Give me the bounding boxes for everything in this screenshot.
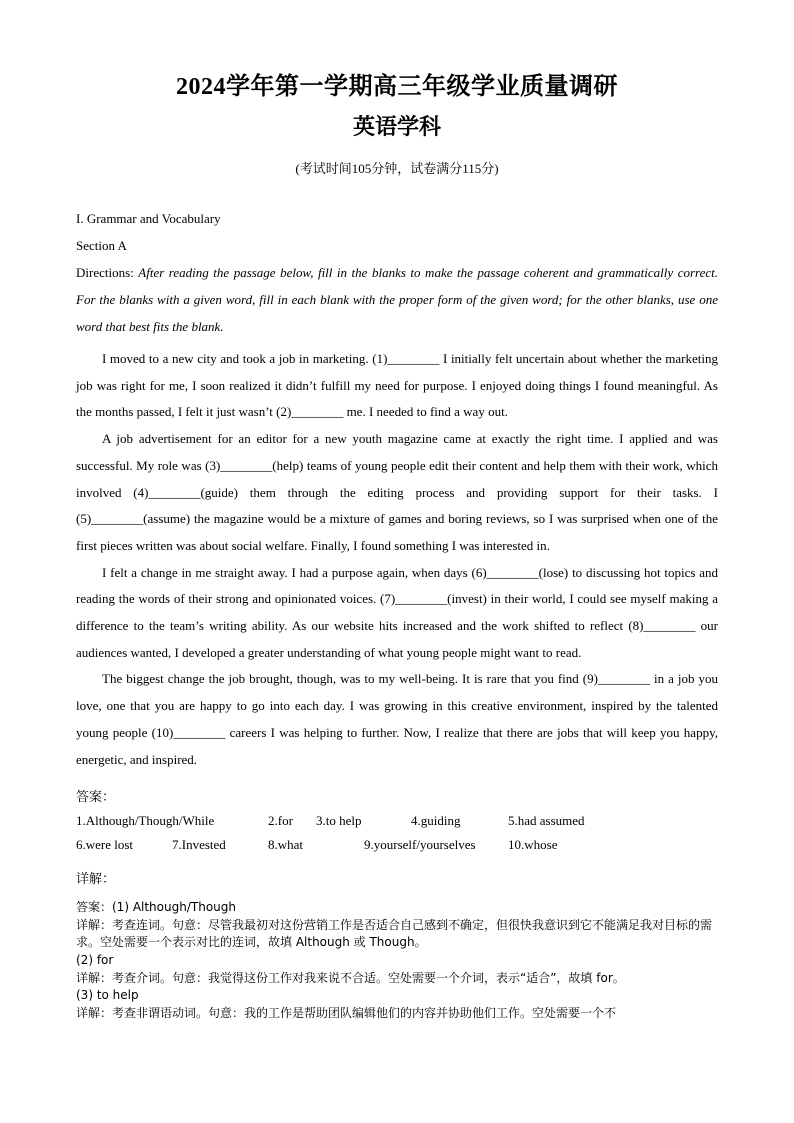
- passage-paragraph-2: A job advertisement for an editor for a new youth magazine came at exactly the right time. I applied and was successful. My role was (3)________(help) teams of young people edit their content and help them with their work, which involved (4)________(guide) them through the editing process and providing support for their tasks. I (5)________(assume) the magazine would be a mixture of games and boring reviews, so I was surprised when one of the first pieces written was about social welfare. Finally, I found something I was interested in.: [76, 431, 718, 553]
- passage-paragraph-3: I felt a change in me straight away. I had a purpose again, when days (6)________(lose) to discussing hot topics and reading the words of their strong and opinionated voices. (7)________(invest) in their world, I could see myself making a difference to the team’s writing ability. As our website hits increased and the work shifted to reflect (8)________ our audiences wanted, I developed a greater understanding of what young people might want to read.: [76, 564, 718, 660]
- answers-label: 答案：: [76, 789, 116, 805]
- explanation-line: 详解：考查连词。句意：尽管我最初对这份营销工作是否适合自己感到不确定，但很快我意识到它不能满足我对目标的需求。空处需要一个表示对比的连词，故填 Although 或 Though。: [76, 917, 713, 950]
- answer-2: 2.for: [268, 813, 293, 829]
- answer-1: 1.Although/Though/While: [76, 813, 215, 829]
- part-heading: I. Grammar and Vocabulary: [76, 211, 221, 226]
- answer-4: 4.guiding: [411, 813, 461, 829]
- details-label: 详解：: [76, 871, 116, 887]
- answer-10: 10.whose: [508, 837, 558, 853]
- subject-title: 英语学科: [352, 114, 441, 139]
- answer-8: 8.what: [268, 837, 304, 853]
- section-heading: Section A: [76, 238, 127, 253]
- explanation-line: 详解：考查非谓语动词。句意：我的工作是帮助团队编辑他们的内容并协助他们工作。空处需要一个不: [76, 1005, 617, 1020]
- passage-paragraph-4: The biggest change the job brought, though, was to my well-being. It is rare that you find (9)________ in a job you love, one that you are happy to go into each day. I was growing in this creative environment, inspired by the talented young people (10)________ careers I was helping to further. Now, I realize that there are jobs that will keep you happy, energetic, and inspired.: [76, 671, 718, 767]
- answers-row-1: [76, 809, 718, 833]
- explanation-line: 答案：(1) Although/Though: [76, 900, 236, 915]
- explanations: [76, 899, 718, 1022]
- explanation-line: (3) to help: [76, 988, 139, 1003]
- directions-label: Directions:: [76, 265, 139, 280]
- explanation-line: 详解：考查介词。句意：我觉得这份工作对我来说不合适。空处需要一个介词，表示“适合”，故填 for。: [76, 970, 625, 985]
- directions-text: After reading the passage below, fill in the blanks to make the passage coherent and grammatically correct. For the blanks with a given word, fill in each blank with the proper form of the given word; for the other blanks, use one word that best fits the blank.: [76, 265, 719, 334]
- exam-title: 2024学年第一学期高三年级学业质量调研: [176, 74, 618, 100]
- directions: [76, 259, 718, 340]
- answer-7: 7.Invested: [172, 837, 226, 853]
- answer-6: 6.were lost: [76, 837, 134, 853]
- answers-row-2: [76, 833, 718, 857]
- content: [76, 205, 718, 1022]
- answer-5: 5.had assumed: [508, 813, 585, 829]
- answer-9: 9.yourself/yourselves: [364, 837, 476, 853]
- passage: [76, 346, 718, 773]
- exam-info: (考试时间105分钟，试卷满分115分): [295, 161, 499, 176]
- explanation-line: (2) for: [76, 953, 114, 968]
- answer-3: 3.to help: [316, 813, 362, 829]
- passage-paragraph-1: I moved to a new city and took a job in marketing. (1)________ I initially felt uncertain about whether the marketing job was right for me, I soon realized it didn’t fulfill my need for purpose. I enjoyed doing things I found meaningful. As the months passed, I felt it just wasn’t (2)________ me. I needed to find a way out.: [76, 351, 718, 420]
